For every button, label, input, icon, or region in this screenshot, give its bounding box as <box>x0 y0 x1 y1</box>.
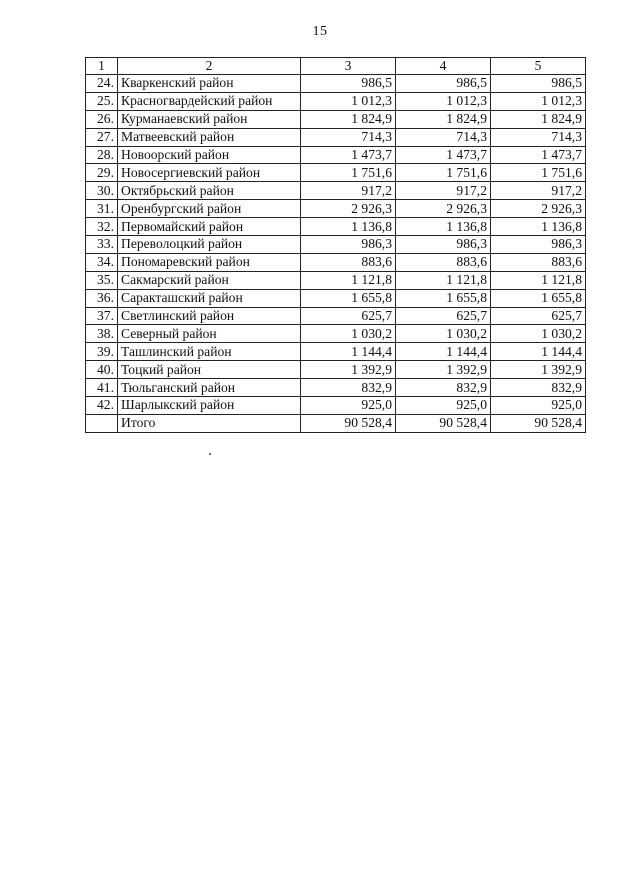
row-number: 41. <box>86 379 118 397</box>
table-row <box>86 325 586 343</box>
table-header <box>86 58 586 75</box>
value-col-3: 1 144,4 <box>301 343 396 361</box>
page-number: 15 <box>312 24 328 39</box>
value-col-3: 1 473,7 <box>301 146 396 164</box>
value-col-4: 1 473,7 <box>396 146 491 164</box>
row-number: 26. <box>86 110 118 128</box>
table-row <box>86 75 586 93</box>
district-name: Новоорский район <box>118 146 301 164</box>
value-col-5: 2 926,3 <box>491 200 586 218</box>
district-name: Кваркенский район <box>118 75 301 93</box>
table-row <box>86 271 586 289</box>
table-row <box>86 307 586 325</box>
table-row <box>86 379 586 397</box>
table-row <box>86 164 586 182</box>
header-col-3: 3 <box>301 58 396 75</box>
total-col-3: 90 528,4 <box>301 414 396 432</box>
row-number: 28. <box>86 146 118 164</box>
value-col-4: 1 144,4 <box>396 343 491 361</box>
table-row <box>86 236 586 254</box>
value-col-5: 883,6 <box>491 253 586 271</box>
table-body <box>86 75 586 433</box>
total-label: Итого <box>118 414 301 432</box>
value-col-3: 714,3 <box>301 128 396 146</box>
total-number-cell <box>86 414 118 432</box>
value-col-4: 1 136,8 <box>396 218 491 236</box>
allocation-table <box>85 57 586 433</box>
total-col-5: 90 528,4 <box>491 414 586 432</box>
row-number: 33. <box>86 236 118 254</box>
total-row <box>86 414 586 432</box>
row-number: 29. <box>86 164 118 182</box>
row-number: 40. <box>86 361 118 379</box>
value-col-5: 1 824,9 <box>491 110 586 128</box>
value-col-5: 925,0 <box>491 397 586 415</box>
value-col-4: 625,7 <box>396 307 491 325</box>
value-col-3: 1 136,8 <box>301 218 396 236</box>
value-col-4: 883,6 <box>396 253 491 271</box>
value-col-3: 1 030,2 <box>301 325 396 343</box>
value-col-5: 1 751,6 <box>491 164 586 182</box>
value-col-5: 1 392,9 <box>491 361 586 379</box>
value-col-4: 925,0 <box>396 397 491 415</box>
value-col-4: 1 655,8 <box>396 289 491 307</box>
value-col-4: 832,9 <box>396 379 491 397</box>
row-number: 32. <box>86 218 118 236</box>
row-number: 34. <box>86 253 118 271</box>
value-col-5: 1 030,2 <box>491 325 586 343</box>
row-number: 42. <box>86 397 118 415</box>
value-col-5: 1 121,8 <box>491 271 586 289</box>
row-number: 31. <box>86 200 118 218</box>
value-col-3: 925,0 <box>301 397 396 415</box>
value-col-5: 1 144,4 <box>491 343 586 361</box>
table-row <box>86 92 586 110</box>
row-number: 27. <box>86 128 118 146</box>
district-name: Октябрьский район <box>118 182 301 200</box>
header-row <box>86 58 586 75</box>
district-name: Шарлыкский район <box>118 397 301 415</box>
table-row <box>86 110 586 128</box>
value-col-5: 714,3 <box>491 128 586 146</box>
table-row <box>86 128 586 146</box>
row-number: 37. <box>86 307 118 325</box>
district-name: Курманаевский район <box>118 110 301 128</box>
district-name: Сакмарский район <box>118 271 301 289</box>
row-number: 35. <box>86 271 118 289</box>
value-col-4: 1 824,9 <box>396 110 491 128</box>
value-col-5: 1 136,8 <box>491 218 586 236</box>
row-number: 25. <box>86 92 118 110</box>
header-col-4: 4 <box>396 58 491 75</box>
district-name: Переволоцкий район <box>118 236 301 254</box>
value-col-4: 1 392,9 <box>396 361 491 379</box>
value-col-3: 986,3 <box>301 236 396 254</box>
district-name: Северный район <box>118 325 301 343</box>
value-col-4: 1 012,3 <box>396 92 491 110</box>
value-col-3: 1 824,9 <box>301 110 396 128</box>
district-name: Первомайский район <box>118 218 301 236</box>
district-name: Оренбургский район <box>118 200 301 218</box>
row-number: 39. <box>86 343 118 361</box>
district-name: Красногвардейский район <box>118 92 301 110</box>
row-number: 36. <box>86 289 118 307</box>
value-col-3: 1 121,8 <box>301 271 396 289</box>
value-col-3: 625,7 <box>301 307 396 325</box>
header-col-1: 1 <box>86 58 118 75</box>
district-name: Матвеевский район <box>118 128 301 146</box>
value-col-4: 917,2 <box>396 182 491 200</box>
value-col-3: 883,6 <box>301 253 396 271</box>
value-col-5: 1 655,8 <box>491 289 586 307</box>
value-col-4: 1 751,6 <box>396 164 491 182</box>
table-row <box>86 253 586 271</box>
district-name: Тоцкий район <box>118 361 301 379</box>
value-col-4: 1 121,8 <box>396 271 491 289</box>
value-col-3: 1 012,3 <box>301 92 396 110</box>
value-col-3: 917,2 <box>301 182 396 200</box>
row-number: 30. <box>86 182 118 200</box>
value-col-4: 986,5 <box>396 75 491 93</box>
value-col-3: 1 751,6 <box>301 164 396 182</box>
table-row <box>86 200 586 218</box>
district-name: Саракташский район <box>118 289 301 307</box>
value-col-5: 625,7 <box>491 307 586 325</box>
table-row <box>86 289 586 307</box>
value-col-3: 2 926,3 <box>301 200 396 218</box>
district-name: Ташлинский район <box>118 343 301 361</box>
table-row <box>86 343 586 361</box>
scan-speck <box>209 453 211 455</box>
value-col-5: 986,5 <box>491 75 586 93</box>
district-name: Новосергиевский район <box>118 164 301 182</box>
value-col-3: 1 392,9 <box>301 361 396 379</box>
table-row <box>86 182 586 200</box>
row-number: 38. <box>86 325 118 343</box>
value-col-3: 1 655,8 <box>301 289 396 307</box>
district-name: Тюльганский район <box>118 379 301 397</box>
header-col-2: 2 <box>118 58 301 75</box>
header-col-5: 5 <box>491 58 586 75</box>
value-col-5: 917,2 <box>491 182 586 200</box>
row-number: 24. <box>86 75 118 93</box>
district-name: Светлинский район <box>118 307 301 325</box>
value-col-3: 832,9 <box>301 379 396 397</box>
value-col-5: 986,3 <box>491 236 586 254</box>
table-row <box>86 361 586 379</box>
value-col-4: 986,3 <box>396 236 491 254</box>
value-col-5: 832,9 <box>491 379 586 397</box>
value-col-5: 1 473,7 <box>491 146 586 164</box>
table-row <box>86 146 586 164</box>
value-col-4: 1 030,2 <box>396 325 491 343</box>
table-row <box>86 218 586 236</box>
value-col-4: 2 926,3 <box>396 200 491 218</box>
district-name: Пономаревский район <box>118 253 301 271</box>
total-col-4: 90 528,4 <box>396 414 491 432</box>
value-col-5: 1 012,3 <box>491 92 586 110</box>
value-col-4: 714,3 <box>396 128 491 146</box>
value-col-3: 986,5 <box>301 75 396 93</box>
table-row <box>86 397 586 415</box>
